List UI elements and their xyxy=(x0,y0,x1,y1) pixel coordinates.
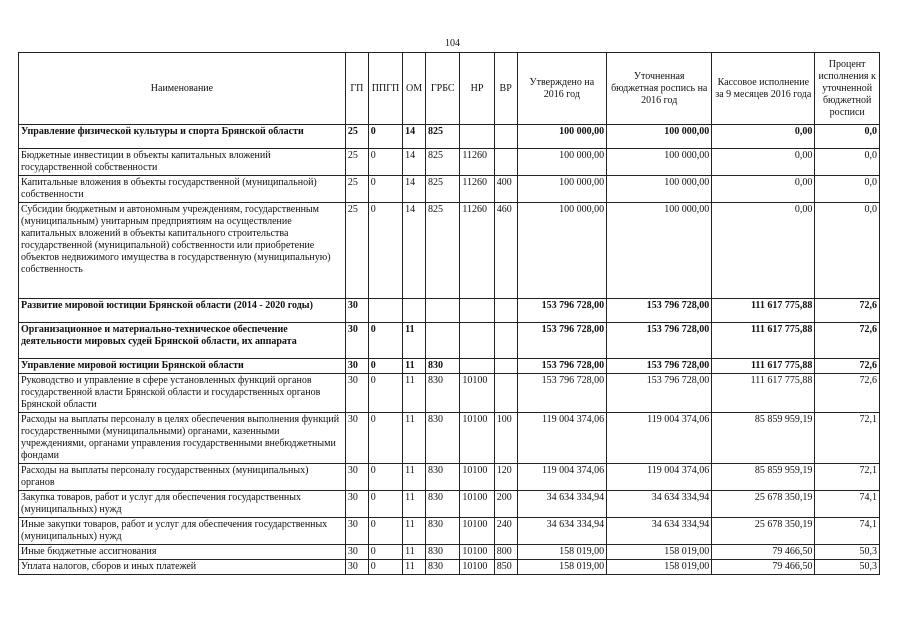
vr-cell: 120 xyxy=(494,464,517,491)
ppgp-cell: 0 xyxy=(368,125,402,149)
table-row xyxy=(19,176,880,203)
grbs-cell: 825 xyxy=(426,203,460,299)
grbs-cell: 830 xyxy=(426,464,460,491)
om-cell: 14 xyxy=(403,203,426,299)
refined-cell: 153 796 728,00 xyxy=(607,299,712,323)
grbs-cell: 830 xyxy=(426,545,460,560)
ppgp-cell: 0 xyxy=(368,560,402,575)
gp-cell: 30 xyxy=(345,374,368,413)
om-cell: 11 xyxy=(403,359,426,374)
percent-cell: 72,6 xyxy=(815,323,880,359)
np-cell: 11260 xyxy=(460,203,494,299)
np-cell: 10100 xyxy=(460,374,494,413)
refined-cell: 100 000,00 xyxy=(607,149,712,176)
cash-cell: 0,00 xyxy=(712,149,815,176)
table-row xyxy=(19,323,880,359)
row-name-cell: Руководство и управление в сфере установленных функций органов государственной власти Брянской области и государственных органов Брянской области xyxy=(19,374,346,413)
om-cell: 11 xyxy=(403,374,426,413)
ppgp-cell: 0 xyxy=(368,203,402,299)
header-ppgp: ППГП xyxy=(368,53,402,125)
approved-cell: 34 634 334,94 xyxy=(517,518,607,545)
header-grbs: ГРБС xyxy=(426,53,460,125)
refined-cell: 100 000,00 xyxy=(607,125,712,149)
header-name: Наименование xyxy=(19,53,346,125)
cash-cell: 25 678 350,19 xyxy=(712,518,815,545)
header-refined: Уточненная бюджетная роспись на 2016 год xyxy=(607,53,712,125)
np-cell: 10100 xyxy=(460,413,494,464)
gp-cell: 25 xyxy=(345,176,368,203)
header-percent: Процент исполнения к уточненной бюджетной росписи xyxy=(815,53,880,125)
row-name-cell: Организационное и материально-техническое обеспечение деятельности мировых судей Брянской области, их аппарата xyxy=(19,323,346,359)
percent-cell: 0,0 xyxy=(815,149,880,176)
table-row xyxy=(19,125,880,149)
vr-cell: 400 xyxy=(494,176,517,203)
om-cell: 11 xyxy=(403,518,426,545)
refined-cell: 34 634 334,94 xyxy=(607,518,712,545)
grbs-cell: 830 xyxy=(426,491,460,518)
approved-cell: 153 796 728,00 xyxy=(517,374,607,413)
gp-cell: 25 xyxy=(345,203,368,299)
percent-cell: 72,6 xyxy=(815,299,880,323)
gp-cell: 30 xyxy=(345,545,368,560)
np-cell: 10100 xyxy=(460,491,494,518)
cash-cell: 0,00 xyxy=(712,176,815,203)
refined-cell: 153 796 728,00 xyxy=(607,359,712,374)
row-name-cell: Развитие мировой юстиции Брянской области (2014 - 2020 годы) xyxy=(19,299,346,323)
cash-cell: 79 466,50 xyxy=(712,560,815,575)
om-cell: 11 xyxy=(403,464,426,491)
refined-cell: 153 796 728,00 xyxy=(607,323,712,359)
percent-cell: 72,1 xyxy=(815,464,880,491)
approved-cell: 100 000,00 xyxy=(517,149,607,176)
grbs-cell: 825 xyxy=(426,125,460,149)
percent-cell: 72,6 xyxy=(815,374,880,413)
gp-cell: 30 xyxy=(345,560,368,575)
header-approved: Утверждено на 2016 год xyxy=(517,53,607,125)
cash-cell: 85 859 959,19 xyxy=(712,464,815,491)
cash-cell: 111 617 775,88 xyxy=(712,323,815,359)
ppgp-cell: 0 xyxy=(368,545,402,560)
gp-cell: 30 xyxy=(345,464,368,491)
table-row xyxy=(19,203,880,299)
row-name-cell: Иные закупки товаров, работ и услуг для обеспечения государственных (муниципальных) нужд xyxy=(19,518,346,545)
om-cell: 11 xyxy=(403,413,426,464)
om-cell: 14 xyxy=(403,125,426,149)
cash-cell: 111 617 775,88 xyxy=(712,299,815,323)
vr-cell: 100 xyxy=(494,413,517,464)
np-cell: 10100 xyxy=(460,560,494,575)
header-vr: ВР xyxy=(494,53,517,125)
refined-cell: 153 796 728,00 xyxy=(607,374,712,413)
ppgp-cell: 0 xyxy=(368,413,402,464)
percent-cell: 74,1 xyxy=(815,518,880,545)
grbs-cell: 830 xyxy=(426,413,460,464)
cash-cell: 0,00 xyxy=(712,203,815,299)
approved-cell: 153 796 728,00 xyxy=(517,299,607,323)
vr-cell: 200 xyxy=(494,491,517,518)
percent-cell: 50,3 xyxy=(815,560,880,575)
cash-cell: 85 859 959,19 xyxy=(712,413,815,464)
grbs-cell: 825 xyxy=(426,176,460,203)
om-cell: 14 xyxy=(403,176,426,203)
grbs-cell: 825 xyxy=(426,149,460,176)
om-cell: 11 xyxy=(403,491,426,518)
np-cell xyxy=(460,125,494,149)
approved-cell: 158 019,00 xyxy=(517,545,607,560)
ppgp-cell: 0 xyxy=(368,518,402,545)
gp-cell: 30 xyxy=(345,518,368,545)
vr-cell xyxy=(494,359,517,374)
np-cell: 10100 xyxy=(460,518,494,545)
gp-cell: 30 xyxy=(345,491,368,518)
vr-cell: 460 xyxy=(494,203,517,299)
cash-cell: 79 466,50 xyxy=(712,545,815,560)
om-cell xyxy=(403,299,426,323)
table-body xyxy=(19,125,880,575)
np-cell: 10100 xyxy=(460,464,494,491)
cash-cell: 25 678 350,19 xyxy=(712,491,815,518)
vr-cell xyxy=(494,323,517,359)
vr-cell xyxy=(494,149,517,176)
ppgp-cell: 0 xyxy=(368,374,402,413)
vr-cell xyxy=(494,299,517,323)
np-cell: 10100 xyxy=(460,545,494,560)
approved-cell: 119 004 374,06 xyxy=(517,413,607,464)
percent-cell: 74,1 xyxy=(815,491,880,518)
page-number: 104 xyxy=(445,38,460,49)
ppgp-cell: 0 xyxy=(368,176,402,203)
table-row xyxy=(19,464,880,491)
percent-cell: 72,6 xyxy=(815,359,880,374)
ppgp-cell: 0 xyxy=(368,464,402,491)
row-name-cell: Расходы на выплаты персоналу государственных (муниципальных) органов xyxy=(19,464,346,491)
np-cell xyxy=(460,299,494,323)
np-cell xyxy=(460,323,494,359)
row-name-cell: Управление физической культуры и спорта Брянской области xyxy=(19,125,346,149)
gp-cell: 25 xyxy=(345,125,368,149)
budget-table xyxy=(18,52,880,575)
vr-cell xyxy=(494,374,517,413)
approved-cell: 34 634 334,94 xyxy=(517,491,607,518)
cash-cell: 111 617 775,88 xyxy=(712,359,815,374)
np-cell: 11260 xyxy=(460,176,494,203)
approved-cell: 153 796 728,00 xyxy=(517,323,607,359)
table-row xyxy=(19,545,880,560)
row-name-cell: Расходы на выплаты персоналу в целях обеспечения выполнения функций государственными (муниципальными) органами, казенными учреждениями, органами управления государственными внебюджетными фондами xyxy=(19,413,346,464)
ppgp-cell: 0 xyxy=(368,323,402,359)
table-row xyxy=(19,560,880,575)
np-cell xyxy=(460,359,494,374)
header-om: ОМ xyxy=(403,53,426,125)
refined-cell: 158 019,00 xyxy=(607,560,712,575)
om-cell: 11 xyxy=(403,560,426,575)
ppgp-cell xyxy=(368,299,402,323)
approved-cell: 100 000,00 xyxy=(517,125,607,149)
cash-cell: 0,00 xyxy=(712,125,815,149)
row-name-cell: Закупка товаров, работ и услуг для обеспечения государственных (муниципальных) нужд xyxy=(19,491,346,518)
table-row xyxy=(19,518,880,545)
refined-cell: 34 634 334,94 xyxy=(607,491,712,518)
percent-cell: 0,0 xyxy=(815,176,880,203)
table-row xyxy=(19,374,880,413)
row-name-cell: Бюджетные инвестиции в объекты капитальных вложений государственной собственности xyxy=(19,149,346,176)
percent-cell: 0,0 xyxy=(815,125,880,149)
refined-cell: 158 019,00 xyxy=(607,545,712,560)
table-row xyxy=(19,149,880,176)
gp-cell: 30 xyxy=(345,323,368,359)
percent-cell: 0,0 xyxy=(815,203,880,299)
percent-cell: 72,1 xyxy=(815,413,880,464)
gp-cell: 30 xyxy=(345,359,368,374)
row-name-cell: Субсидии бюджетным и автономным учреждениям, государственным (муниципальным) унитарным предприятиям на осуществление капитальных вложений в объекты капитального строительства государственной (муниципальной) собственности или приобретение объектов недвижимого имущества в государственную (муниципальную) собственность xyxy=(19,203,346,299)
header-np: НР xyxy=(460,53,494,125)
header-row xyxy=(19,53,880,125)
grbs-cell: 830 xyxy=(426,560,460,575)
refined-cell: 100 000,00 xyxy=(607,203,712,299)
percent-cell: 50,3 xyxy=(815,545,880,560)
refined-cell: 119 004 374,06 xyxy=(607,464,712,491)
table-row xyxy=(19,299,880,323)
grbs-cell xyxy=(426,323,460,359)
vr-cell: 800 xyxy=(494,545,517,560)
grbs-cell: 830 xyxy=(426,359,460,374)
np-cell: 11260 xyxy=(460,149,494,176)
grbs-cell xyxy=(426,299,460,323)
refined-cell: 100 000,00 xyxy=(607,176,712,203)
vr-cell xyxy=(494,125,517,149)
row-name-cell: Иные бюджетные ассигнования xyxy=(19,545,346,560)
row-name-cell: Управление мировой юстиции Брянской области xyxy=(19,359,346,374)
gp-cell: 30 xyxy=(345,413,368,464)
grbs-cell: 830 xyxy=(426,518,460,545)
table-row xyxy=(19,359,880,374)
row-name-cell: Капитальные вложения в объекты государственной (муниципальной) собственности xyxy=(19,176,346,203)
approved-cell: 153 796 728,00 xyxy=(517,359,607,374)
ppgp-cell: 0 xyxy=(368,149,402,176)
approved-cell: 100 000,00 xyxy=(517,176,607,203)
grbs-cell: 830 xyxy=(426,374,460,413)
gp-cell: 25 xyxy=(345,149,368,176)
om-cell: 14 xyxy=(403,149,426,176)
om-cell: 11 xyxy=(403,323,426,359)
vr-cell: 850 xyxy=(494,560,517,575)
cash-cell: 111 617 775,88 xyxy=(712,374,815,413)
header-cash: Кассовое исполнение за 9 месяцев 2016 года xyxy=(712,53,815,125)
gp-cell: 30 xyxy=(345,299,368,323)
table-row xyxy=(19,413,880,464)
approved-cell: 100 000,00 xyxy=(517,203,607,299)
vr-cell: 240 xyxy=(494,518,517,545)
header-gp: ГП xyxy=(345,53,368,125)
ppgp-cell: 0 xyxy=(368,491,402,518)
ppgp-cell: 0 xyxy=(368,359,402,374)
table-row xyxy=(19,491,880,518)
refined-cell: 119 004 374,06 xyxy=(607,413,712,464)
approved-cell: 119 004 374,06 xyxy=(517,464,607,491)
om-cell: 11 xyxy=(403,545,426,560)
approved-cell: 158 019,00 xyxy=(517,560,607,575)
row-name-cell: Уплата налогов, сборов и иных платежей xyxy=(19,560,346,575)
